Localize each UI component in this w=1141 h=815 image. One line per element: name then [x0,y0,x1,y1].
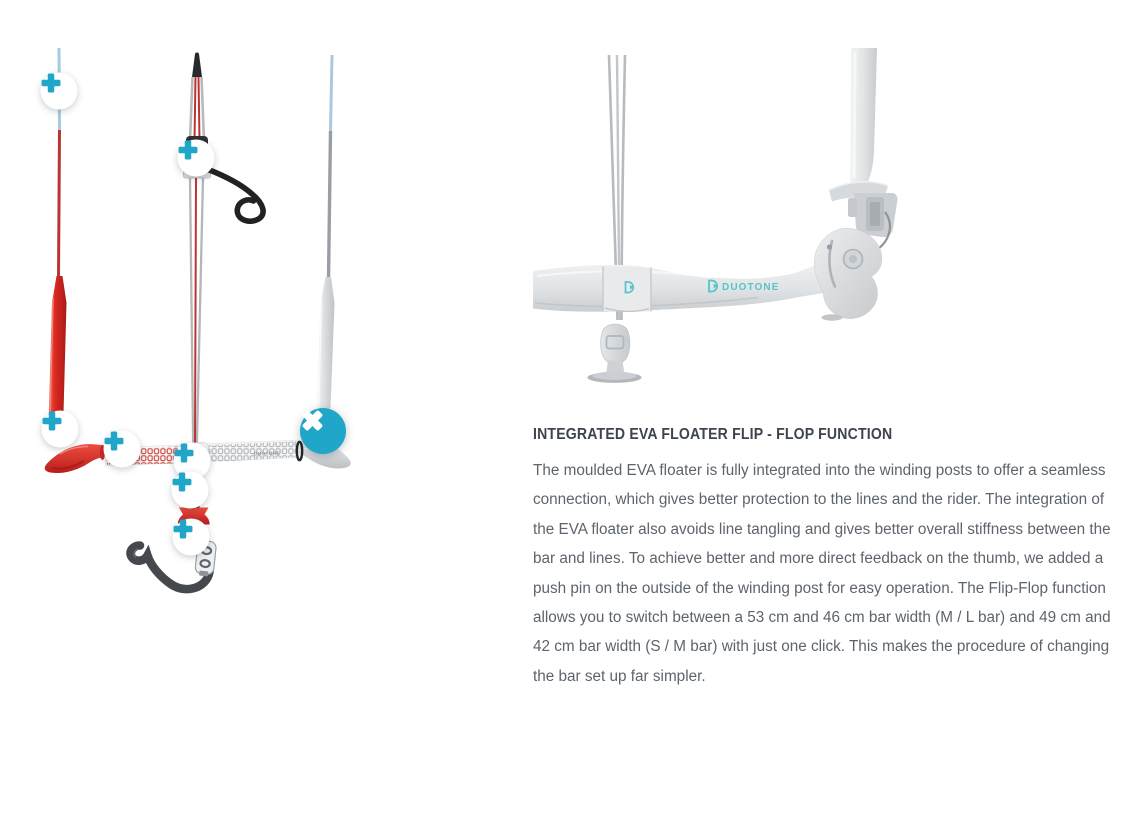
plus-icon [41,73,62,94]
bar-diagram [0,0,400,620]
hotspot-left-grip-button[interactable] [104,431,141,468]
detail-float-tube [829,48,897,249]
plus-icon [104,431,125,452]
detail-winding-post [814,228,881,320]
plus-icon [42,411,63,432]
hotspot-left-flying-line-button[interactable] [41,73,78,110]
hotspot-depower-line-button[interactable] [172,472,209,509]
plus-icon [172,472,193,493]
bar-logo-text: DUOTONE [253,451,281,458]
hotspot-right-winding-post-button[interactable] [300,408,346,454]
close-icon [300,408,325,433]
hotspot-chicken-loop-button[interactable] [173,519,210,556]
feature-paragraph: The moulded EVA floater is fully integrated into the winding posts to offer a seamless connection, which gives better protection to the lines and the rider. The integration of the EVA floater also avoids line tangling and gives better overall stiffness between the bar and lines. To achieve better and more direct feedback on the thumb, we added a push pin on the outside of the winding post for easy operation. The Flip-Flop function allows you to switch between a 53 cm and 46 cm bar width (M / L bar) and 49 cm and 42 cm bar width (S / M bar) with just one click. This makes the procedure of changing the bar set up far simpler. [533,462,1111,685]
hotspot-layer [0,0,400,620]
plus-icon [178,140,199,161]
hotspot-left-winding-post-button[interactable] [42,411,79,448]
feature-heading: INTEGRATED EVA FLOATER FLIP - FLOP FUNCTION [533,426,893,443]
hotspot-trim-adjuster-button[interactable] [178,140,215,177]
duotone-logo-text: DUOTONE [722,282,780,294]
bar-end-detail-image [533,40,913,390]
detail-bar [533,263,825,312]
plus-icon [174,443,195,464]
detail-trim-adjuster [588,324,642,383]
plus-icon [173,519,194,540]
